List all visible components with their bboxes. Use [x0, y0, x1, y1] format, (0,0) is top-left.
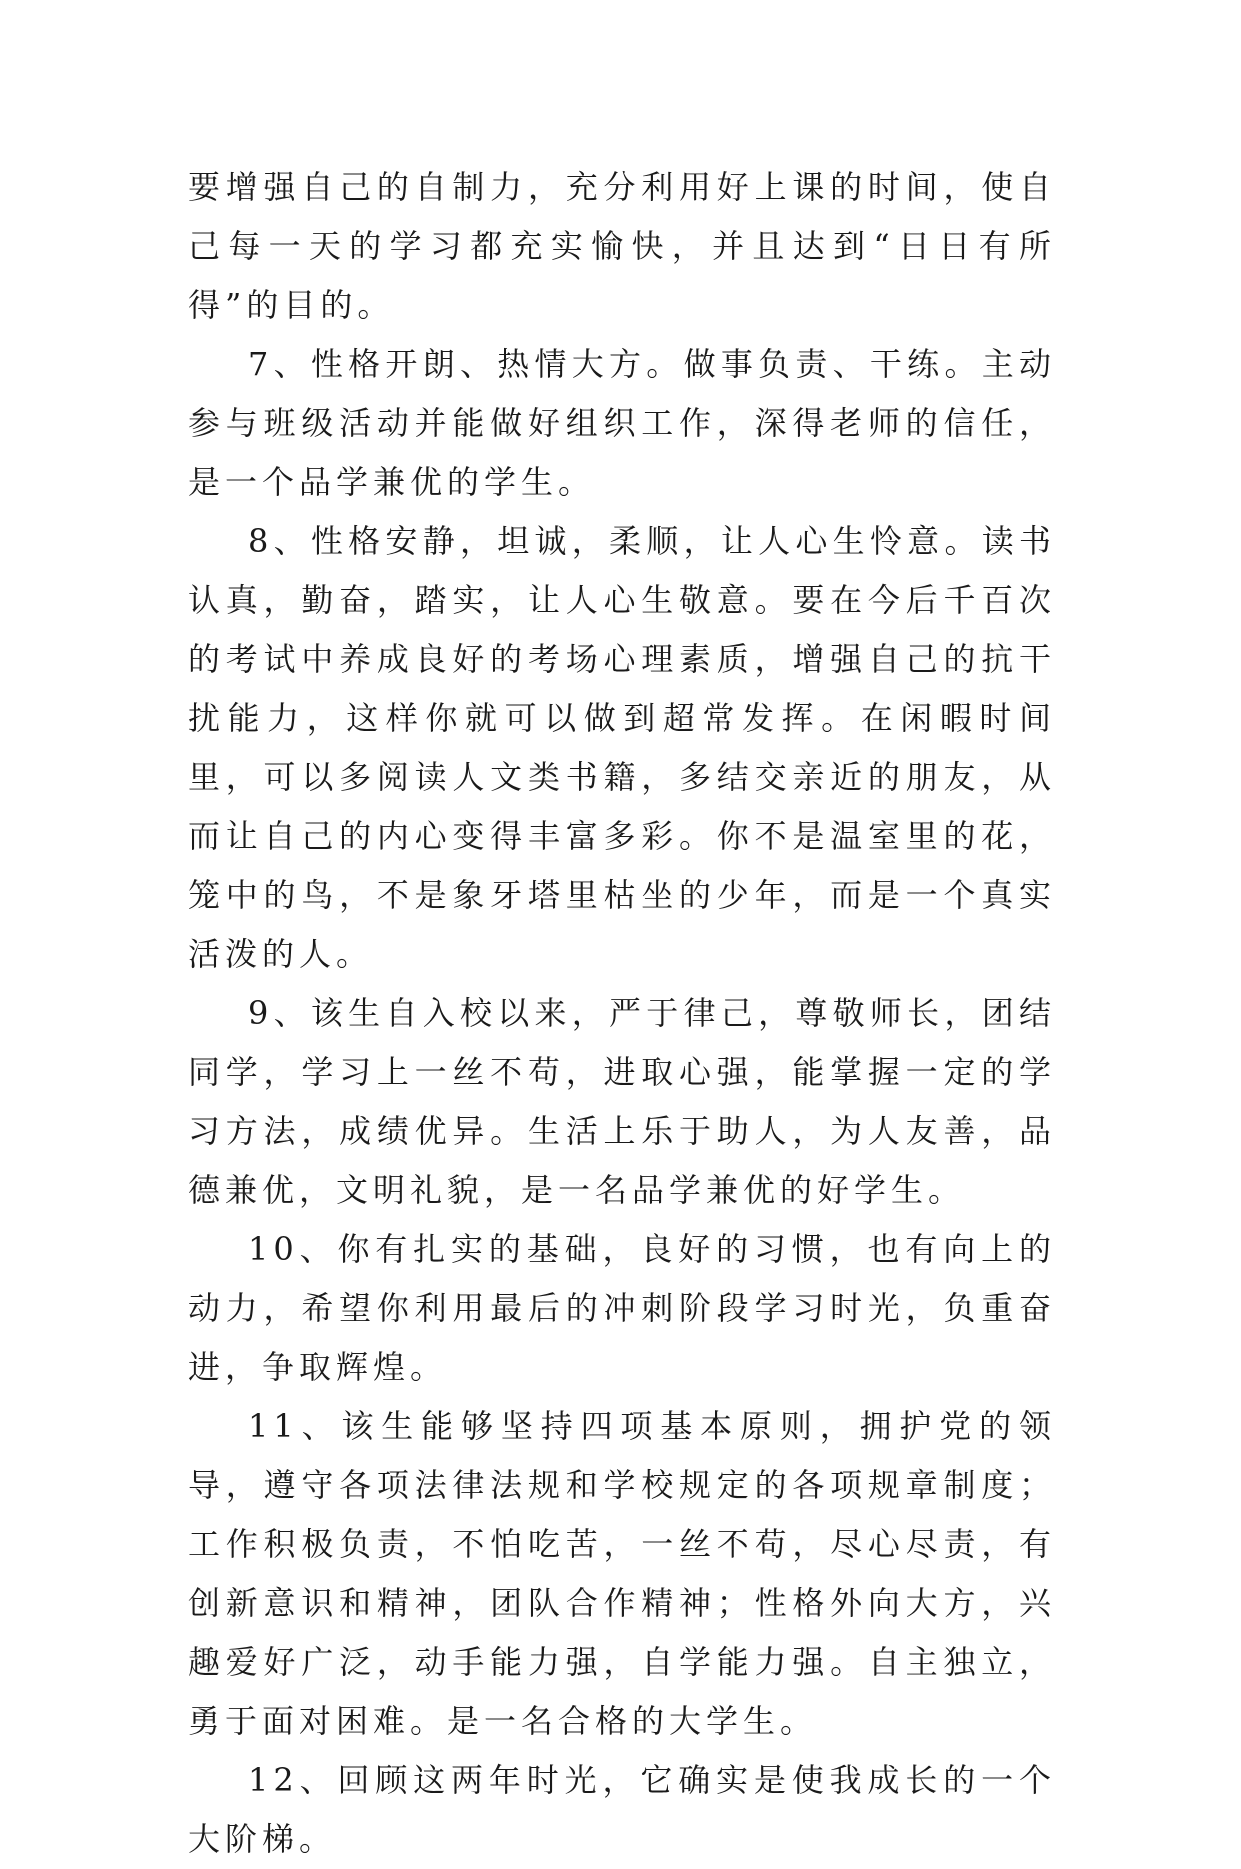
paragraph-continuation: 要增强自己的自制力，充分利用好上课的时间，使自己每一天的学习都充实愉快，并且达到“日日有所得”的目的。: [188, 168, 1056, 324]
paragraph-item-12: 12、回顾这两年时光，它确实是使我成长的一个大阶梯。: [188, 1761, 1056, 1858]
paragraph-item-9: 9、该生自入校以来，严于律己，尊敬师长，团结同学，学习上一丝不苟，进取心强，能掌握一定的学习方法，成绩优异。生活上乐于助人，为人友善，品德兼优，文明礼貌，是一名品学兼优的好学生。: [188, 994, 1056, 1209]
paragraph-item-10: 10、你有扎实的基础，良好的习惯，也有向上的动力，希望你利用最后的冲刺阶段学习时光，负重奋进，争取辉煌。: [188, 1230, 1056, 1386]
document-body: [188, 158, 1056, 1869]
paragraph-item-7: 7、性格开朗、热情大方。做事负责、干练。主动参与班级活动并能做好组织工作，深得老师的信任，是一个品学兼优的学生。: [188, 345, 1056, 501]
paragraph-item-11: 11、该生能够坚持四项基本原则，拥护党的领导，遵守各项法律法规和学校规定的各项规章制度；工作积极负责，不怕吃苦，一丝不苟，尽心尽责，有创新意识和精神，团队合作精神；性格外向大方，兴趣爱好广泛，动手能力强，自学能力强。自主独立，勇于面对困难。是一名合格的大学生。: [188, 1407, 1056, 1740]
paragraph-item-8: 8、性格安静，坦诚，柔顺，让人心生怜意。读书认真，勤奋，踏实，让人心生敬意。要在今后千百次的考试中养成良好的考场心理素质，增强自己的抗干扰能力，这样你就可以做到超常发挥。在闲暇时间里，可以多阅读人文类书籍，多结交亲近的朋友，从而让自己的内心变得丰富多彩。你不是温室里的花，笼中的鸟，不是象牙塔里枯坐的少年，而是一个真实活泼的人。: [188, 522, 1056, 973]
